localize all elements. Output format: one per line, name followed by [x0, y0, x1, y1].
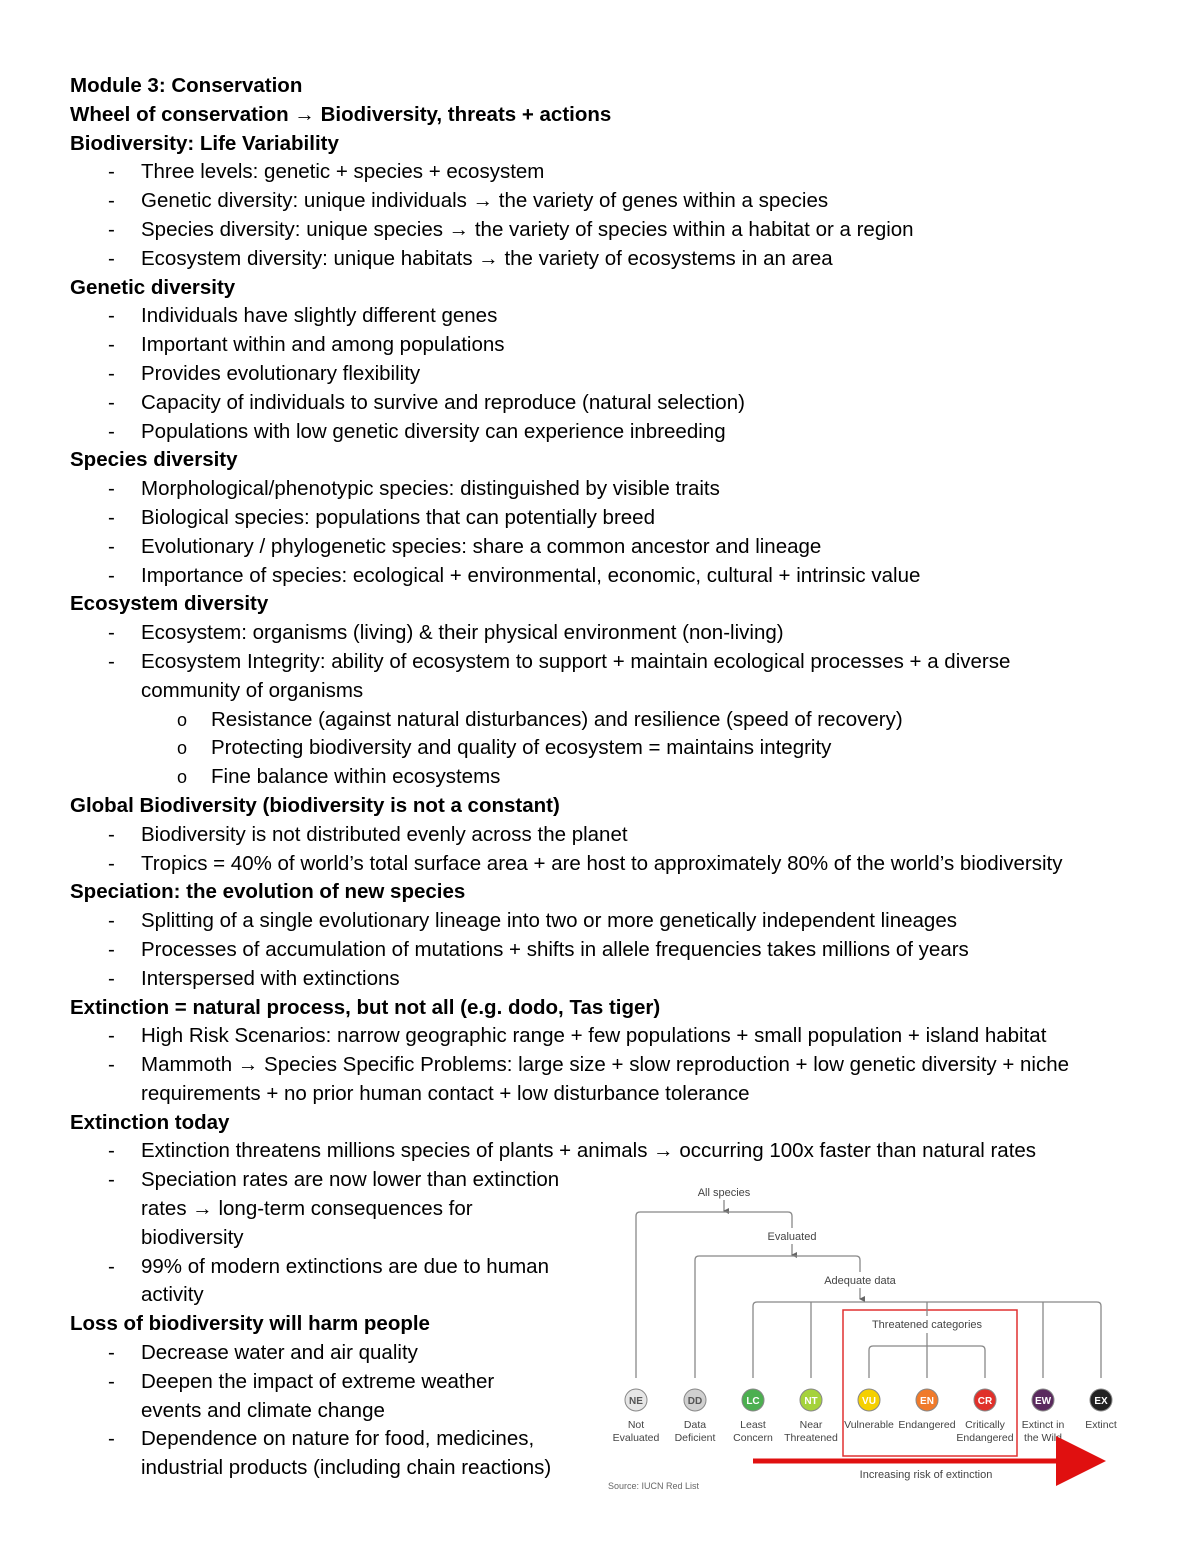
section-heading: Global Biodiversity (biodiversity is not a constant): [70, 793, 560, 817]
bullet-item: - Individuals have slightly different genes: [70, 302, 1150, 331]
bullet-item: - Extinction threatens millions species of plants + animals → occurring 100x faster than natural rates: [70, 1137, 1150, 1166]
bullet-continuation: activity: [141, 1283, 204, 1307]
bullet-item: - Provides evolutionary flexibility: [70, 360, 1150, 389]
bullet-item: - Processes of accumulation of mutations + shifts in allele frequencies takes millions of years: [70, 936, 1150, 965]
bullet-item: - Speciation rates are now lower than extinction: [70, 1166, 1150, 1195]
section-heading: Loss of biodiversity will harm people: [70, 1312, 430, 1336]
category-label-line2: Endangered: [956, 1432, 1014, 1444]
bullet-item: - Biological species: populations that can potentially breed: [70, 504, 1150, 533]
bullet-item: - Genetic diversity: unique individuals → the variety of genes within a species: [70, 187, 1150, 216]
bullet-item: - High Risk Scenarios: narrow geographic range + few populations + small population + island habitat: [70, 1022, 1150, 1051]
category-code: DD: [687, 1396, 703, 1407]
category-label-line1: Critically: [965, 1419, 1005, 1431]
category-label-line1: Extinct in: [1021, 1419, 1065, 1431]
iucn-categories-diagram: [606, 1178, 1126, 1490]
section-heading: Species diversity: [70, 448, 238, 472]
category-code: EX: [1094, 1396, 1108, 1407]
category-label-line2: Deficient: [674, 1432, 716, 1444]
section-heading: Extinction = natural process, but not all (e.g. dodo, Tas tiger): [70, 995, 661, 1019]
bullet-continuation: requirements + no prior human contact + low disturbance tolerance: [141, 1081, 750, 1105]
category-label-line1: Vulnerable: [844, 1419, 894, 1431]
bullet-item: - Ecosystem diversity: unique habitats → the variety of ecosystems in an area: [70, 245, 1150, 274]
category-circles: [613, 1389, 1117, 1444]
category-label-line2: Evaluated: [612, 1432, 660, 1444]
bullet-item: - Species diversity: unique species → the variety of species within a habitat or a region: [70, 216, 1150, 245]
sub-bullet-item: o Resistance (against natural disturbances) and resilience (speed of recovery): [70, 706, 1150, 735]
section-heading: Extinction today: [70, 1110, 230, 1134]
category-label-line2: the Wild: [1024, 1432, 1062, 1444]
risk-label: Increasing risk of extinction: [859, 1469, 993, 1481]
section-heading: Biodiversity: Life Variability: [70, 131, 339, 155]
category-code: LC: [746, 1396, 760, 1407]
bullet-item: - Populations with low genetic diversity can experience inbreeding: [70, 418, 1150, 447]
bullet-item: - Tropics = 40% of world’s total surface area + are host to approximately 80% of the world’s biodiversity: [70, 850, 1150, 879]
sub-bullet-item: o Protecting biodiversity and quality of ecosystem = maintains integrity: [70, 734, 1150, 763]
bullet-item: - Dependence on nature for food, medicines,: [70, 1425, 1150, 1454]
category-label-line2: Concern: [733, 1432, 773, 1444]
category-label-line1: Data: [683, 1419, 707, 1431]
bullet-continuation: events and climate change: [141, 1398, 385, 1422]
category-code: NT: [804, 1396, 818, 1407]
category-code: CR: [977, 1396, 993, 1407]
bullet-item: - Importance of species: ecological + environmental, economic, cultural + intrinsic value: [70, 562, 1150, 591]
bullet-item: - Mammoth → Species Specific Problems: large size + slow reproduction + low genetic diversity + niche: [70, 1051, 1150, 1080]
section-heading: Wheel of conservation → Biodiversity, threats + actions: [70, 102, 612, 126]
page-title: Module 3: Conservation: [70, 74, 303, 97]
bullet-item: - Splitting of a single evolutionary lineage into two or more genetically independent lineages: [70, 907, 1150, 936]
bullet-item: - Decrease water and air quality: [70, 1339, 1150, 1368]
bullet-continuation: biodiversity: [141, 1225, 244, 1249]
bullet-item: - Deepen the impact of extreme weather: [70, 1368, 1150, 1397]
category-label-line1: Near: [799, 1419, 823, 1431]
bullet-item: - Ecosystem: organisms (living) & their physical environment (non-living): [70, 619, 1150, 648]
category-code: EN: [920, 1396, 934, 1407]
category-label-line1: Not: [627, 1419, 645, 1431]
category-code: VU: [862, 1396, 876, 1407]
category-label-line2: Threatened: [784, 1432, 838, 1444]
bullet-item: - Biodiversity is not distributed evenly across the planet: [70, 821, 1150, 850]
bullet-continuation: industrial products (including chain reactions): [141, 1456, 552, 1480]
section-heading: Genetic diversity: [70, 275, 236, 299]
bullet-item: - 99% of modern extinctions are due to human: [70, 1253, 1150, 1282]
category-code: EW: [1034, 1396, 1052, 1407]
category-label-line1: Least: [740, 1419, 766, 1431]
evaluated-label: Evaluated: [767, 1231, 817, 1243]
threatened-label: Threatened categories: [871, 1319, 983, 1331]
section-heading: Ecosystem diversity: [70, 592, 269, 616]
bullet-item: - Three levels: genetic + species + ecosystem: [70, 158, 1150, 187]
sub-bullet-item: o Fine balance within ecosystems: [70, 763, 1150, 792]
bullet-item: - Evolutionary / phylogenetic species: share a common ancestor and lineage: [70, 533, 1150, 562]
all-species-label: All species: [697, 1187, 751, 1199]
category-label-line1: Endangered: [898, 1419, 956, 1431]
category-code: NE: [629, 1396, 643, 1407]
section-heading: Speciation: the evolution of new species: [70, 880, 466, 904]
category-label-line1: Extinct: [1085, 1419, 1117, 1431]
adequate-data-label: Adequate data: [824, 1275, 896, 1287]
bullet-item: - Important within and among populations: [70, 331, 1150, 360]
bullet-continuation: rates → long-term consequences for: [141, 1197, 473, 1221]
bullet-item: - Capacity of individuals to survive and reproduce (natural selection): [70, 389, 1150, 418]
source-label: Source: IUCN Red List: [608, 1481, 700, 1490]
bullet-item: - Morphological/phenotypic species: distinguished by visible traits: [70, 475, 1150, 504]
bullet-item: - Ecosystem Integrity: ability of ecosystem to support + maintain ecological processes + a diverse: [70, 648, 1150, 677]
bullet-continuation: community of organisms: [141, 678, 364, 702]
bullet-item: - Interspersed with extinctions: [70, 965, 1150, 994]
